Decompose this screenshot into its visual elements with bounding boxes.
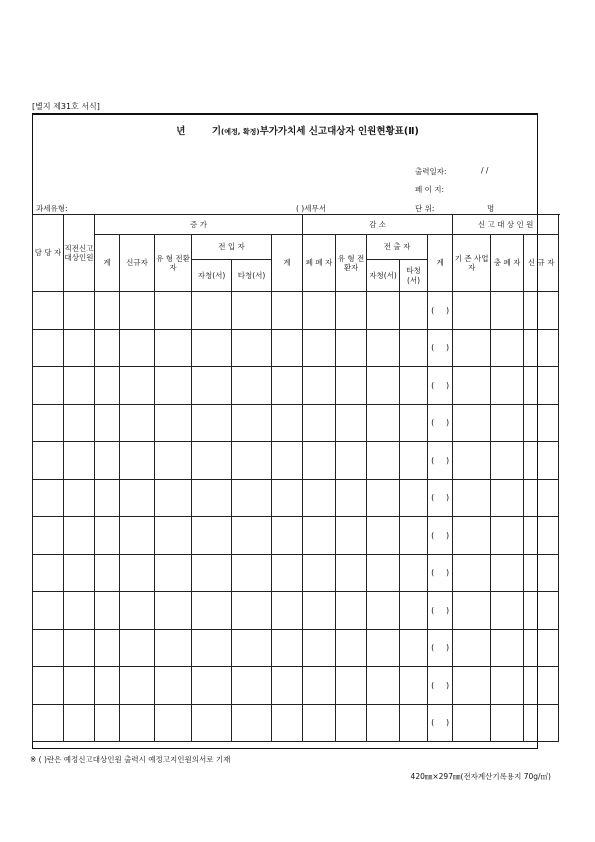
table-cell[interactable] — [232, 367, 272, 405]
table-cell[interactable] — [155, 704, 192, 742]
paren-close: ) — [446, 343, 450, 353]
hdr-out-own-office: 자청(서) — [367, 260, 400, 292]
table-cell[interactable] — [367, 404, 400, 442]
paren-close: ) — [446, 530, 450, 540]
table-cell[interactable] — [155, 329, 192, 367]
paren-close: ) — [446, 380, 450, 390]
table-cell[interactable] — [336, 517, 367, 555]
paren-close: ) — [446, 718, 450, 728]
paren-close: ) — [446, 493, 450, 503]
table-cell[interactable] — [303, 479, 336, 517]
cell-current-total[interactable] — [428, 292, 453, 330]
table-cell[interactable] — [524, 479, 559, 517]
hdr-in-own-office: 자청(서) — [192, 260, 232, 292]
table-cell[interactable] — [400, 517, 428, 555]
table-cell[interactable] — [33, 367, 64, 405]
paren-close: ) — [446, 605, 450, 615]
table-row — [33, 479, 559, 517]
tax-type-label: 과세유형: — [36, 204, 68, 213]
table-cell[interactable] — [192, 329, 232, 367]
table-cell[interactable] — [400, 592, 428, 630]
table-cell[interactable] — [64, 667, 95, 705]
footnote: ※ ( )란은 예정신고대상인원 출력시 예정고지인원의서로 기재 — [30, 755, 231, 764]
table-cell[interactable] — [120, 292, 155, 330]
table-cell[interactable] — [491, 367, 524, 405]
paren-open: ( — [431, 605, 435, 615]
paren-open: ( — [431, 530, 435, 540]
paren-close: ) — [446, 680, 450, 690]
title-period: 기 — [211, 126, 222, 137]
table-cell[interactable] — [155, 442, 192, 480]
table-row — [33, 442, 559, 480]
table-cell[interactable] — [192, 517, 232, 555]
table-cell[interactable] — [232, 554, 272, 592]
table-cell[interactable] — [272, 329, 303, 367]
table-cell[interactable] — [192, 629, 232, 667]
table-cell[interactable] — [272, 367, 303, 405]
table-cell[interactable] — [232, 329, 272, 367]
table-cell[interactable] — [336, 592, 367, 630]
table-cell[interactable] — [95, 554, 120, 592]
table-cell[interactable] — [453, 404, 491, 442]
table-cell[interactable] — [491, 592, 524, 630]
table-body — [33, 292, 559, 742]
table-row — [33, 704, 559, 742]
table-row — [33, 554, 559, 592]
paren-open: ( — [431, 455, 435, 465]
table-cell[interactable] — [33, 592, 64, 630]
table-cell[interactable] — [367, 329, 400, 367]
paren-open: ( — [431, 493, 435, 503]
table-cell[interactable] — [155, 592, 192, 630]
paren-close: ) — [446, 418, 450, 428]
table-cell[interactable] — [453, 629, 491, 667]
hdr-new-cur: 신 규 자 — [524, 235, 559, 292]
table-cell[interactable] — [33, 517, 64, 555]
paren-close: ) — [446, 455, 450, 465]
table-cell[interactable] — [64, 329, 95, 367]
cell-current-total[interactable] — [428, 667, 453, 705]
table-cell[interactable] — [524, 629, 559, 667]
table-cell[interactable] — [491, 704, 524, 742]
table-cell[interactable] — [95, 592, 120, 630]
table-cell[interactable] — [232, 517, 272, 555]
table-cell[interactable] — [272, 442, 303, 480]
table-cell[interactable] — [120, 592, 155, 630]
table-cell[interactable] — [120, 442, 155, 480]
table-cell[interactable] — [95, 629, 120, 667]
hdr-transfer-in: 전 입 자 — [192, 235, 272, 260]
table-cell[interactable] — [120, 404, 155, 442]
cell-current-total[interactable] — [428, 329, 453, 367]
cell-current-total[interactable] — [428, 704, 453, 742]
table-cell[interactable] — [453, 667, 491, 705]
table-cell[interactable] — [64, 629, 95, 667]
table-cell[interactable] — [491, 479, 524, 517]
paren-open: ( — [431, 718, 435, 728]
table-cell[interactable] — [232, 667, 272, 705]
table-cell[interactable] — [400, 629, 428, 667]
title-year: 년 — [176, 126, 186, 137]
table-cell[interactable] — [33, 629, 64, 667]
table-cell[interactable] — [64, 517, 95, 555]
table-cell[interactable] — [453, 517, 491, 555]
table-cell[interactable] — [33, 667, 64, 705]
table-cell[interactable] — [192, 592, 232, 630]
hdr-type-change-out: 유 형 전환자 — [336, 235, 367, 292]
table-cell[interactable] — [120, 517, 155, 555]
table-cell[interactable] — [95, 404, 120, 442]
table-cell[interactable] — [491, 517, 524, 555]
table-cell[interactable] — [232, 704, 272, 742]
paren-open: ( — [431, 643, 435, 653]
table-cell[interactable] — [272, 592, 303, 630]
hdr-closed: 폐 폐 자 — [303, 235, 336, 292]
table-cell[interactable] — [64, 442, 95, 480]
table-cell[interactable] — [192, 554, 232, 592]
paren-close: ) — [446, 643, 450, 653]
page-label: 페 이 지: — [415, 185, 445, 194]
hdr-in-other-office: 타청(서) — [232, 260, 272, 292]
table-cell[interactable] — [155, 367, 192, 405]
table-cell[interactable] — [95, 667, 120, 705]
table-cell[interactable] — [272, 292, 303, 330]
table-cell[interactable] — [367, 592, 400, 630]
table-cell[interactable] — [491, 667, 524, 705]
table-cell[interactable] — [303, 367, 336, 405]
table-cell[interactable] — [400, 329, 428, 367]
table-cell[interactable] — [367, 704, 400, 742]
table-cell[interactable] — [303, 442, 336, 480]
table-cell[interactable] — [367, 479, 400, 517]
table-cell[interactable] — [303, 704, 336, 742]
table-cell[interactable] — [491, 404, 524, 442]
table-cell[interactable] — [303, 592, 336, 630]
cell-current-total[interactable] — [428, 404, 453, 442]
table-cell[interactable] — [64, 554, 95, 592]
table-cell[interactable] — [453, 292, 491, 330]
table-cell[interactable] — [491, 442, 524, 480]
table-cell[interactable] — [155, 517, 192, 555]
table-cell[interactable] — [33, 292, 64, 330]
hdr-new-reg: 신규자 — [120, 235, 155, 292]
table-cell[interactable] — [33, 479, 64, 517]
table-cell[interactable] — [524, 367, 559, 405]
table-cell[interactable] — [120, 667, 155, 705]
table-cell[interactable] — [120, 629, 155, 667]
table-row — [33, 404, 559, 442]
cell-current-total[interactable] — [428, 479, 453, 517]
table-cell[interactable] — [95, 442, 120, 480]
table-cell[interactable] — [232, 404, 272, 442]
table-cell[interactable] — [524, 329, 559, 367]
headcount-table — [32, 214, 559, 742]
table-cell[interactable] — [336, 667, 367, 705]
table-cell[interactable] — [272, 667, 303, 705]
output-date-value: / / — [481, 166, 489, 175]
table-cell[interactable] — [524, 704, 559, 742]
table-cell[interactable] — [33, 554, 64, 592]
table-cell[interactable] — [367, 629, 400, 667]
table-cell[interactable] — [155, 629, 192, 667]
table-cell[interactable] — [192, 667, 232, 705]
table-cell[interactable] — [95, 292, 120, 330]
table-cell[interactable] — [336, 554, 367, 592]
table-cell[interactable] — [367, 367, 400, 405]
table-cell[interactable] — [155, 404, 192, 442]
table-cell[interactable] — [453, 367, 491, 405]
table-cell[interactable] — [232, 292, 272, 330]
paren-open: ( — [431, 680, 435, 690]
table-cell[interactable] — [120, 704, 155, 742]
table-cell[interactable] — [192, 367, 232, 405]
paren-close: ) — [446, 305, 450, 315]
table-cell[interactable] — [120, 554, 155, 592]
table-cell[interactable] — [192, 442, 232, 480]
table-cell[interactable] — [64, 292, 95, 330]
table-cell[interactable] — [367, 517, 400, 555]
table-cell[interactable] — [272, 517, 303, 555]
table-cell[interactable] — [64, 404, 95, 442]
table-cell[interactable] — [336, 329, 367, 367]
table-cell[interactable] — [524, 517, 559, 555]
hdr-closed-cur: 충 폐 자 — [491, 235, 524, 292]
table-cell[interactable] — [453, 442, 491, 480]
tax-office: ( )세무서 — [296, 204, 326, 213]
table-cell[interactable] — [95, 479, 120, 517]
table-cell[interactable] — [192, 479, 232, 517]
table-cell[interactable] — [120, 367, 155, 405]
table-cell[interactable] — [303, 667, 336, 705]
table-cell[interactable] — [303, 329, 336, 367]
table-cell[interactable] — [400, 479, 428, 517]
table-cell[interactable] — [524, 554, 559, 592]
table-cell[interactable] — [95, 704, 120, 742]
table-cell[interactable] — [491, 629, 524, 667]
hdr-increase: 증 가 — [95, 215, 303, 235]
table-cell[interactable] — [400, 667, 428, 705]
table-row — [33, 292, 559, 330]
table-cell[interactable] — [367, 667, 400, 705]
table-cell[interactable] — [453, 554, 491, 592]
table-cell[interactable] — [400, 404, 428, 442]
table-cell[interactable] — [33, 404, 64, 442]
table-cell[interactable] — [336, 367, 367, 405]
hdr-current-target: 신 고 대 상 인 원 — [453, 215, 559, 235]
table-cell[interactable] — [400, 442, 428, 480]
table-cell[interactable] — [453, 592, 491, 630]
table-row — [33, 629, 559, 667]
table-cell[interactable] — [524, 667, 559, 705]
table-cell[interactable] — [95, 367, 120, 405]
table-cell[interactable] — [336, 404, 367, 442]
table-cell[interactable] — [33, 704, 64, 742]
table-cell[interactable] — [453, 479, 491, 517]
table-cell[interactable] — [367, 442, 400, 480]
table-cell[interactable] — [400, 704, 428, 742]
paren-close: ) — [446, 568, 450, 578]
cell-current-total[interactable] — [428, 629, 453, 667]
hdr-existing: 기 존 사업자 — [453, 235, 491, 292]
table-row — [33, 367, 559, 405]
table-cell[interactable] — [303, 517, 336, 555]
table-cell[interactable] — [524, 442, 559, 480]
table-cell[interactable] — [64, 704, 95, 742]
table-cell[interactable] — [33, 442, 64, 480]
table-cell[interactable] — [272, 404, 303, 442]
paren-open: ( — [431, 418, 435, 428]
unit-label: 단 위: — [415, 204, 435, 213]
table-cell[interactable] — [272, 704, 303, 742]
form-title — [0, 123, 595, 137]
paren-open: ( — [431, 568, 435, 578]
table-cell[interactable] — [64, 367, 95, 405]
table-cell[interactable] — [524, 404, 559, 442]
table-cell[interactable] — [336, 479, 367, 517]
paper-spec: 420㎜×297㎜(전자계산기록용지 70g/㎡) — [410, 772, 551, 781]
cell-current-total[interactable] — [428, 367, 453, 405]
table-row — [33, 329, 559, 367]
table-cell[interactable] — [524, 592, 559, 630]
table-cell[interactable] — [303, 292, 336, 330]
form-number: [별지 제31호 서식] — [32, 102, 100, 111]
cell-current-total[interactable] — [428, 592, 453, 630]
table-cell[interactable] — [336, 704, 367, 742]
table-cell[interactable] — [272, 554, 303, 592]
title-period-note: (예정, 확정) — [221, 128, 260, 136]
hdr-type-change-in: 유 형 전환자 — [155, 235, 192, 292]
title-main: 부가가치세 신고대상자 인원현황표(Ⅱ) — [259, 126, 419, 137]
table-cell[interactable] — [192, 292, 232, 330]
table-cell[interactable] — [95, 329, 120, 367]
table-cell[interactable] — [95, 517, 120, 555]
cell-current-total[interactable] — [428, 517, 453, 555]
table-cell[interactable] — [400, 292, 428, 330]
table-cell[interactable] — [192, 404, 232, 442]
table-row — [33, 517, 559, 555]
table-cell[interactable] — [192, 704, 232, 742]
paren-open: ( — [431, 343, 435, 353]
table-cell[interactable] — [400, 367, 428, 405]
table-cell[interactable] — [491, 554, 524, 592]
table-cell[interactable] — [64, 592, 95, 630]
table-cell[interactable] — [232, 479, 272, 517]
table-cell[interactable] — [367, 292, 400, 330]
table-cell[interactable] — [120, 479, 155, 517]
table-cell[interactable] — [155, 292, 192, 330]
table-row — [33, 667, 559, 705]
hdr-inc-total: 계 — [95, 235, 120, 292]
hdr-decrease: 감 소 — [303, 215, 453, 235]
hdr-transfer-out: 전 출 자 — [367, 235, 428, 260]
hdr-dec-total: 계 — [272, 235, 303, 292]
table-cell[interactable] — [232, 629, 272, 667]
hdr-out-other-office: 타청(서) — [400, 260, 428, 292]
table-cell[interactable] — [64, 479, 95, 517]
table-cell[interactable] — [303, 629, 336, 667]
unit-value: 명 — [487, 204, 495, 213]
table-cell[interactable] — [367, 554, 400, 592]
table-cell[interactable] — [120, 329, 155, 367]
table-cell[interactable] — [491, 329, 524, 367]
table-cell[interactable] — [336, 442, 367, 480]
table-cell[interactable] — [155, 667, 192, 705]
table-cell[interactable] — [155, 479, 192, 517]
table-cell[interactable] — [303, 554, 336, 592]
table-cell[interactable] — [272, 629, 303, 667]
table-row — [33, 592, 559, 630]
hdr-cur-total: 계 — [428, 235, 453, 292]
table-cell[interactable] — [155, 554, 192, 592]
table-cell[interactable] — [272, 479, 303, 517]
table-cell[interactable] — [33, 329, 64, 367]
hdr-manager: 담 당 자 — [33, 215, 64, 292]
table-cell[interactable] — [232, 592, 272, 630]
table-cell[interactable] — [336, 629, 367, 667]
table-cell[interactable] — [336, 292, 367, 330]
table-cell[interactable] — [303, 404, 336, 442]
cell-current-total[interactable] — [428, 554, 453, 592]
table-cell[interactable] — [453, 329, 491, 367]
output-date-label: 출력일자: — [415, 167, 447, 176]
paren-open: ( — [431, 380, 435, 390]
hdr-prev-target: 직전신고 대상인원 — [64, 215, 95, 292]
table-cell[interactable] — [400, 554, 428, 592]
cell-current-total[interactable] — [428, 442, 453, 480]
paren-open: ( — [431, 305, 435, 315]
table-cell[interactable] — [453, 704, 491, 742]
table-cell[interactable] — [491, 292, 524, 330]
table-cell[interactable] — [524, 292, 559, 330]
table-cell[interactable] — [232, 442, 272, 480]
